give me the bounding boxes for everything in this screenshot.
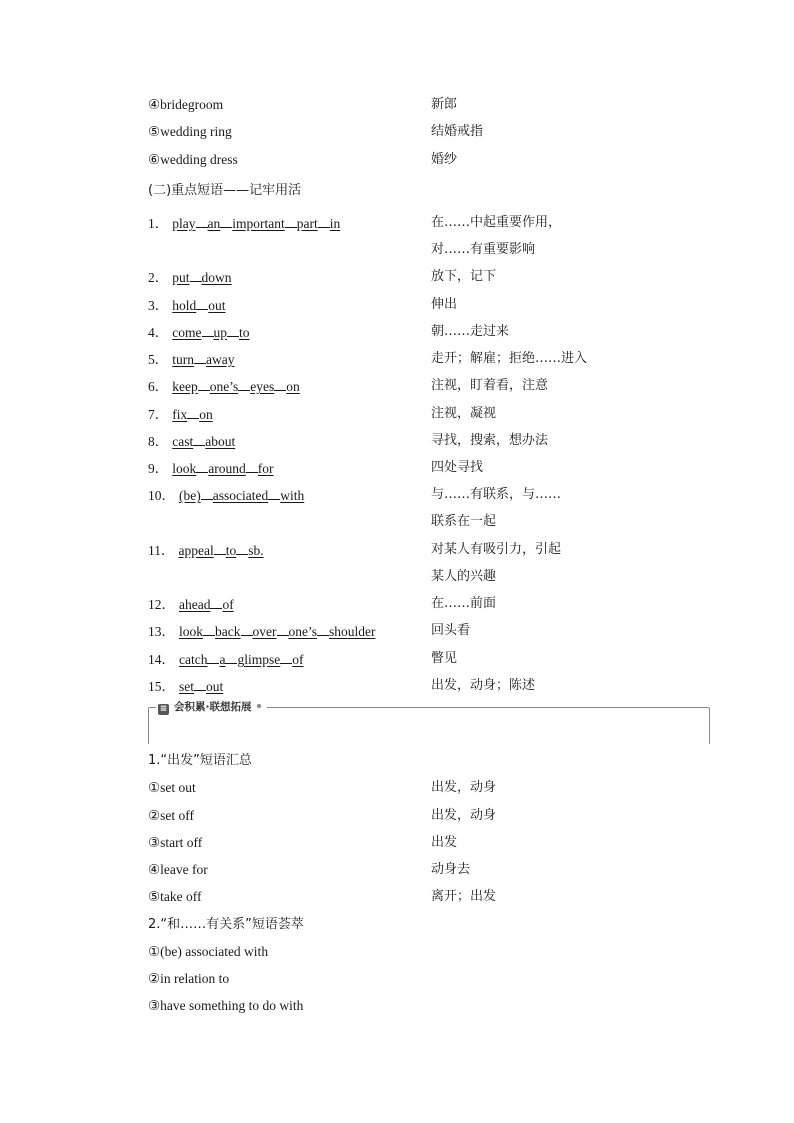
blank-gap: [198, 377, 210, 391]
box-title-text: 会积累·联想拓展: [174, 701, 252, 713]
phrase-number: 10．: [148, 488, 175, 503]
phrase-word: keep: [172, 379, 198, 394]
phrase-words: [172, 270, 231, 285]
group-item-en: ③have something to do with: [148, 998, 304, 1013]
phrase-words: [179, 543, 264, 558]
blank-gap: [274, 377, 286, 391]
group-item-en: ⑤take off: [148, 889, 202, 904]
phrase-en: [148, 268, 232, 287]
blank-gap: [318, 214, 330, 228]
phrase-number: 9．: [148, 461, 169, 476]
phrase-word: appeal: [178, 543, 214, 558]
phrase-word: put: [172, 270, 190, 285]
vocab-zh: 婚纱: [431, 152, 458, 167]
notebook-icon: ≡: [159, 704, 168, 714]
phrase-word: come: [172, 325, 202, 340]
phrase-word: important: [232, 216, 285, 231]
phrase-zh: 注视，盯着看，注意: [431, 378, 549, 393]
group-item-en: ②set off: [148, 808, 194, 823]
dot-icon: [257, 704, 261, 708]
phrase-word: of: [292, 652, 304, 667]
blank-gap: [196, 296, 208, 310]
phrase-word: hold: [172, 298, 197, 313]
phrase-en: [148, 405, 213, 424]
phrase-word: glimpse: [237, 652, 281, 667]
phrase-words: [179, 597, 234, 612]
group-item-en: ②in relation to: [148, 971, 230, 986]
phrase-number: 8．: [148, 434, 169, 449]
blank-gap: [194, 677, 206, 691]
phrase-zh: 注视，凝视: [431, 406, 497, 421]
phrase-word: around: [208, 461, 246, 476]
phrase-words: [172, 379, 299, 394]
blank-gap: [225, 650, 237, 664]
phrase-word: look: [179, 624, 204, 639]
blank-gap: [207, 650, 219, 664]
phrase-words: [172, 461, 273, 476]
phrase-zh: 某人的兴趣: [431, 569, 497, 584]
phrase-word: of: [222, 597, 234, 612]
blank-gap: [238, 377, 250, 391]
phrase-zh: 走开；解雇；拒绝……进入: [431, 351, 588, 366]
phrase-zh: 瞥见: [431, 651, 458, 666]
phrase-zh: 出发，动身；陈述: [431, 678, 536, 693]
phrase-word: associated: [212, 488, 269, 503]
phrase-en: [148, 650, 303, 669]
blank-gap: [190, 268, 202, 282]
blank-gap: [201, 486, 213, 500]
phrase-word: a: [219, 652, 226, 667]
phrase-en: [148, 486, 304, 505]
phrase-zh: 四处寻找: [431, 460, 484, 475]
phrase-word: out: [206, 679, 224, 694]
phrase-en: [148, 323, 250, 342]
phrase-zh: 在……中起重要作用，: [431, 215, 562, 230]
section-heading: (二)重点短语——记牢用活: [148, 183, 302, 198]
blank-gap: [280, 650, 292, 664]
blank-gap: [317, 622, 329, 636]
phrase-en: [148, 377, 300, 396]
blank-gap: [236, 541, 248, 555]
vocab-en: ⑥wedding dress: [148, 152, 238, 167]
phrase-zh: 寻找，搜索，想办法: [431, 433, 549, 448]
blank-gap: [196, 214, 208, 228]
group-item-en: ①set out: [148, 780, 196, 795]
phrase-word: catch: [179, 652, 208, 667]
phrase-word: ahead: [179, 597, 211, 612]
expansion-box-title: [156, 699, 267, 715]
phrase-words: [179, 624, 376, 639]
blank-gap: [220, 214, 232, 228]
phrase-number: 7．: [148, 407, 169, 422]
phrase-number: 12．: [148, 597, 175, 612]
phrase-word: for: [257, 461, 274, 476]
phrase-number: 15．: [148, 679, 175, 694]
phrase-en: [148, 214, 340, 233]
group-title: 2.“和……有关系”短语荟萃: [148, 917, 304, 932]
phrase-word: one’s: [288, 624, 317, 639]
phrase-word: one’s: [209, 379, 239, 394]
vocab-zh: 新郎: [431, 97, 458, 112]
phrase-number: 3．: [148, 298, 169, 313]
phrase-en: [148, 677, 223, 696]
phrase-zh: 对某人有吸引力，引起: [431, 542, 562, 557]
vocab-zh: 结婚戒指: [431, 124, 484, 139]
group-item-zh: 离开；出发: [431, 889, 497, 904]
phrase-en: [148, 296, 226, 315]
phrase-word: to: [225, 543, 237, 558]
phrase-word: look: [172, 461, 197, 476]
phrase-zh: 与……有联系，与……: [431, 487, 562, 502]
phrase-zh: 朝……走过来: [431, 324, 510, 339]
blank-gap: [210, 595, 222, 609]
blank-gap: [246, 459, 258, 473]
blank-gap: [193, 432, 205, 446]
phrase-word: an: [207, 216, 221, 231]
phrase-zh: 伸出: [431, 297, 458, 312]
phrase-zh: 回头看: [431, 623, 471, 638]
group-title: 1.“出发”短语汇总: [148, 753, 252, 768]
blank-gap: [241, 622, 253, 636]
group-item-zh: 出发，动身: [431, 808, 497, 823]
blank-gap: [227, 323, 239, 337]
phrase-zh: 在……前面: [431, 596, 497, 611]
phrase-word: cast: [172, 434, 194, 449]
phrase-words: [172, 352, 234, 367]
blank-gap: [268, 486, 280, 500]
blank-gap: [187, 405, 199, 419]
blank-gap: [203, 622, 215, 636]
phrase-word: down: [201, 270, 232, 285]
phrase-number: 14．: [148, 652, 175, 667]
phrase-word: fix: [172, 407, 188, 422]
blank-gap: [194, 350, 206, 364]
phrase-word: away: [206, 352, 235, 367]
phrase-word: on: [199, 407, 213, 422]
blank-gap: [277, 622, 289, 636]
phrase-zh: 对……有重要影响: [431, 242, 536, 257]
phrase-word: out: [208, 298, 226, 313]
phrase-zh: 联系在一起: [431, 514, 497, 529]
group-item-zh: 出发: [431, 835, 458, 850]
phrase-word: eyes: [250, 379, 275, 394]
group-item-zh: 出发，动身: [431, 780, 497, 795]
group-item-en: ④leave for: [148, 862, 208, 877]
phrase-en: [148, 541, 264, 560]
group-item-zh: 动身去: [431, 862, 471, 877]
group-item-en: ①(be) associated with: [148, 944, 269, 959]
phrase-number: 2．: [148, 270, 169, 285]
phrase-word: (be): [179, 488, 201, 503]
phrase-word: set: [179, 679, 194, 694]
phrase-words: [172, 216, 340, 231]
blank-gap: [196, 459, 208, 473]
phrase-words: [179, 679, 223, 694]
phrase-en: [148, 432, 235, 451]
phrase-word: in: [329, 216, 341, 231]
phrase-words: [179, 652, 303, 667]
phrase-zh: 放下，记下: [431, 269, 497, 284]
phrase-en: [148, 459, 274, 478]
blank-gap: [202, 323, 214, 337]
phrase-number: 11．: [148, 543, 175, 558]
phrase-number: 6．: [148, 379, 169, 394]
phrase-word: turn: [172, 352, 194, 367]
phrase-number: 5．: [148, 352, 169, 367]
phrase-words: [172, 325, 249, 340]
phrase-word: up: [213, 325, 227, 340]
phrase-word: about: [205, 434, 236, 449]
vocab-en: ④bridegroom: [148, 97, 224, 112]
blank-gap: [214, 541, 226, 555]
phrase-word: part: [296, 216, 318, 231]
phrase-words: [179, 488, 304, 503]
phrase-word: to: [239, 325, 250, 340]
phrase-words: [172, 298, 225, 313]
blank-gap: [285, 214, 297, 228]
phrase-en: [148, 350, 234, 369]
phrase-number: 13．: [148, 624, 175, 639]
phrase-number: 4．: [148, 325, 169, 340]
phrase-en: [148, 622, 376, 641]
phrase-word: with: [280, 488, 305, 503]
group-item-en: ③start off: [148, 835, 203, 850]
phrase-words: [172, 407, 213, 422]
phrase-word: over: [252, 624, 277, 639]
phrase-number: 1．: [148, 216, 169, 231]
phrase-word: on: [286, 379, 300, 394]
vocab-en: ⑤wedding ring: [148, 124, 232, 139]
phrase-words: [172, 434, 235, 449]
phrase-word: sb.: [248, 543, 264, 558]
phrase-word: shoulder: [329, 624, 376, 639]
phrase-word: play: [172, 216, 196, 231]
phrase-word: back: [215, 624, 241, 639]
phrase-en: [148, 595, 234, 614]
